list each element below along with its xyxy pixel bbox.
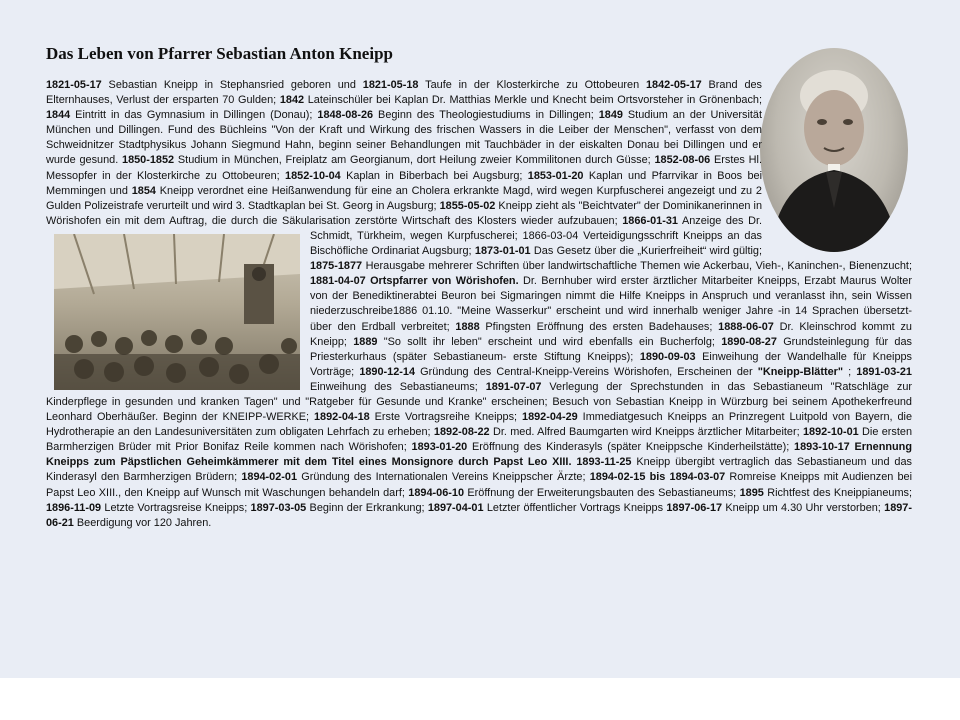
timeline-date: 1849 — [598, 109, 623, 122]
timeline-date: 1821-05-18 — [362, 79, 419, 91]
timeline-event: Letzte Vortragsreise Kneipps; — [101, 501, 251, 514]
timeline-date: 1893-10-17 Ernennung Kneipps zum Päpstlichen Geheimkämmerer mit dem Titel eines Monsignore durch Papst Leo XIII. — [46, 441, 912, 469]
portrait-wrap-space — [762, 78, 912, 258]
timeline-event: Kaplan und Pfarrvikar in Boos bei Memmingen und — [46, 169, 762, 197]
timeline-date: 1897-03-05 — [250, 501, 307, 514]
timeline-event: Pfingsten Eröffnung des ersten Badehauses; — [479, 320, 719, 333]
timeline-date: 1892-08-22 — [433, 426, 490, 439]
timeline-date: 1897-06-17 — [666, 501, 723, 514]
timeline-date: 1875-1877 — [310, 260, 363, 273]
timeline-date: 1853-01-20 — [527, 169, 584, 182]
timeline-event: Beerdigung vor 120 Jahren. — [73, 516, 212, 529]
timeline-date: 1881-04-07 Ortspfarrer von Wörishofen. — [310, 275, 519, 288]
biography-text — [46, 78, 912, 531]
timeline-event: Romreise Kneipps mit Audienzen bei Papst Leo XIII., den Kneipp auf Wunsch mit Waschungen behandeln darf; — [46, 471, 913, 499]
timeline-event: Beginn des Theologiestudiums in Dillingen; — [373, 109, 599, 122]
timeline-date: 1893-01-20 — [411, 441, 468, 454]
timeline-date: 1893-11-25 — [576, 456, 632, 469]
timeline-event: "So sollt ihr leben" erscheint und wird ebenfalls ein Bucherfolg; — [377, 335, 722, 348]
timeline-event: ; — [843, 365, 857, 378]
timeline-event: Kneipp verordnet eine Heißanwendung für eine an Cholera erkrankte Magd, wird wegen Kurpfuscherei angezeigt und zu 2 Gulden Polizeistrafe verurteilt und wird 3. Stadtkaplan bei St. Georg in Augsburg; — [46, 184, 762, 212]
timeline-event: Eintritt in das Gymnasium in Dillingen (Donau); — [70, 109, 318, 122]
timeline-date: 1890-09-03 — [639, 350, 696, 363]
timeline-event: Einweihung des Sebastianeums; — [310, 380, 486, 393]
timeline-date: 1892-04-29 — [522, 411, 578, 424]
timeline-date: 1894-06-10 — [408, 486, 465, 499]
timeline-date: 1888-06-07 — [718, 320, 774, 333]
timeline-date: 1889 — [353, 335, 378, 348]
timeline-event: Immediatgesuch Kneipps an Prinzregent Luitpold von Bayern, die Hydrotherapie an den Landesuniversitäten zum obligaten Lehrfach zu erheben; — [46, 411, 913, 439]
timeline-event: Dr. Bernhuber wird erster ärztlicher Mitarbeiter Kneipps, Erzabt Maurus Wolter von der Benediktinerabtei Beuron bei Sigmaringen nimmt die Hilfe Kneipps in Anspruch und veranlasst ihn, sein Wissen niederzuschreibe1886 01.10. "Meine Wasserkur" erscheint und wird innerhalb weniger Jahre -in 14 Sprachen übersetzt- über den Erdball verbreitet; — [310, 275, 912, 333]
timeline-event: Dr. med. Alfred Baumgarten wird Kneipps ärztlicher Mitarbeiter; — [489, 426, 803, 439]
timeline-event: Beginn der Erkrankung; — [306, 501, 428, 514]
timeline-event: Kneipp um 4.30 Uhr verstorben; — [722, 501, 885, 514]
timeline-event: Kneipp zieht als "Beichtvater" der Dominikanerinnen in Wörishofen ein mit dem Auftrag, die durch die Säkularisation zerstörte Wirtschaft des Klosters wieder aufzubauen; — [46, 199, 762, 227]
photo-wrap-space — [46, 230, 310, 380]
timeline-date: 1842-05-17 — [645, 79, 702, 91]
timeline-event: Eröffnung der Erweiterungsbauten des Sebastianeums; — [464, 486, 740, 499]
page-title: Das Leben von Pfarrer Sebastian Anton Kneipp — [46, 44, 393, 63]
timeline-event: Lateinschüler bei Kaplan Dr. Matthias Merkle und Knecht beim Ortsvorsteher in Grönenbach; — [304, 94, 762, 107]
timeline-event: Studium an der Universität München und Dillingen. Fund des Büchleins "Von der Kraft und Wirkung des frischen Wassers in die Leiber der Menschen", verfasst von dem Schweidnitzer Stadtphysikus Johann Siegmund Hahn, beginn seiner Behandlungen mit Tauchbäder in der eiskalten Donau bei Dillingen und er wurde gesund. — [46, 109, 762, 167]
timeline-event: Erste Vortragsreihe Kneipps; — [369, 411, 523, 424]
timeline-date: 1866-01-31 — [622, 214, 678, 227]
timeline-event: Grundsteinlegung für das Priesterkurhaus (später Sebastianeum- erste Stiftung Kneipps); — [310, 335, 912, 363]
timeline-event: Erstes Hl. Messopfer in der Klosterkirche zu Ottobeuren; — [46, 154, 762, 182]
timeline-event: Gründung des Internationalen Vereins Kneippscher Ärzte; — [297, 471, 590, 484]
timeline-event: Kneipp übergibt vertraglich das Sebastianeum und das Kinderasyl den Barmherzigen Brüdern; — [46, 456, 912, 484]
timeline-event: Letzter öffentlicher Vortrags Kneipps — [483, 501, 667, 514]
timeline-date: 1854 — [131, 184, 156, 197]
timeline-event: Verlegung der Sprechstunden in das Sebastianeum "Ratschläge zur Kinderpflege in gesunden und kranken Tagen" und "Ratgeber für Gesunde und Kranke" erscheinen; Besuch von Sebastian Kneipp in Würzburg bei seinem Apothekerfreund Leonhard Oberhäußer. Beginn der KNEIPP-WERKE; — [46, 380, 912, 424]
timeline-event: Die ersten Barmherzigen Brüder mit Prior Bonifaz Reile kommen nach Wörishofen; — [46, 426, 912, 454]
timeline-date: 1852-08-06 — [654, 154, 711, 167]
timeline-date: 1848-08-26 — [317, 109, 374, 122]
timeline-date: 1897-06-21 — [46, 501, 912, 529]
timeline-date: 1890-12-14 — [359, 365, 416, 378]
timeline-event: Kaplan in Biberbach bei Augsburg; — [340, 169, 528, 182]
timeline-event: Studium in München, Freiplatz am Georgianum, dort Heilung zweier Kommilitonen durch Güsse; — [174, 154, 655, 167]
timeline-date: 1897-04-01 — [427, 501, 484, 514]
timeline-event: Sebastian Kneipp in Stephansried geboren und — [101, 79, 363, 91]
timeline-date: 1891-03-21 — [856, 365, 912, 378]
timeline-date: 1855-05-02 — [439, 199, 496, 212]
timeline-event: Gründung des Central-Kneipp-Vereins Wörishofen, Erscheinen der — [415, 365, 758, 378]
timeline-date: 1894-02-15 bis 1894-03-07 — [589, 471, 726, 484]
timeline-date: 1850-1852 — [122, 154, 175, 167]
timeline-date: 1873-01-01 — [474, 245, 531, 258]
timeline-event: Herausgabe mehrerer Schriften über landwirtschaftliche Themen wie Ackerbau, Vieh-, Kaninchen-, Bienenzucht; — [362, 260, 912, 273]
timeline-date: 1890-08-27 — [721, 335, 777, 348]
timeline-event: Das Gesetz über die „Kurierfreiheit“ wird gültig; — [530, 245, 762, 258]
timeline-date: 1821-05-17 — [46, 79, 102, 91]
timeline-event: Taufe in der Klosterkirche zu Ottobeuren — [418, 79, 646, 91]
timeline-date: 1892-10-01 — [802, 426, 859, 439]
timeline-event: Dr. Kleinschrod kommt zu Kneipp; — [310, 320, 912, 348]
timeline-date: 1852-10-04 — [285, 169, 341, 182]
timeline-date: 1892-04-18 — [314, 411, 370, 424]
timeline-event: Eröffnung des Kinderasyls (später Kneippsche Kinderheilstätte); — [467, 441, 795, 454]
timeline-date: 1895 — [739, 486, 764, 499]
timeline-date: "Kneipp-Blätter" — [757, 365, 844, 378]
timeline-event: Anzeige des Dr. Schmidt, Türkheim, wegen Kurpfuscherei; 1866-03-04 Verteidigungsschrift Kneipps an das Bischöfliche Ordinariat Augsburg; — [310, 214, 762, 258]
timeline-date: 1842 — [279, 94, 305, 107]
timeline-date: 1891-07-07 — [485, 380, 542, 393]
timeline-event: Brand des Elternhauses, Verlust der ersparten 70 Gulden; — [46, 79, 763, 107]
timeline-date: 1844 — [46, 109, 71, 122]
timeline-date: 1888 — [455, 320, 480, 333]
timeline-event: Richtfest des Kneippianeums; — [763, 486, 912, 499]
timeline-event: Einweihung der Wandelhalle für Kneipps Vorträge; — [310, 350, 912, 378]
timeline-date: 1894-02-01 — [241, 471, 298, 484]
timeline-date: 1896-11-09 — [46, 501, 102, 514]
